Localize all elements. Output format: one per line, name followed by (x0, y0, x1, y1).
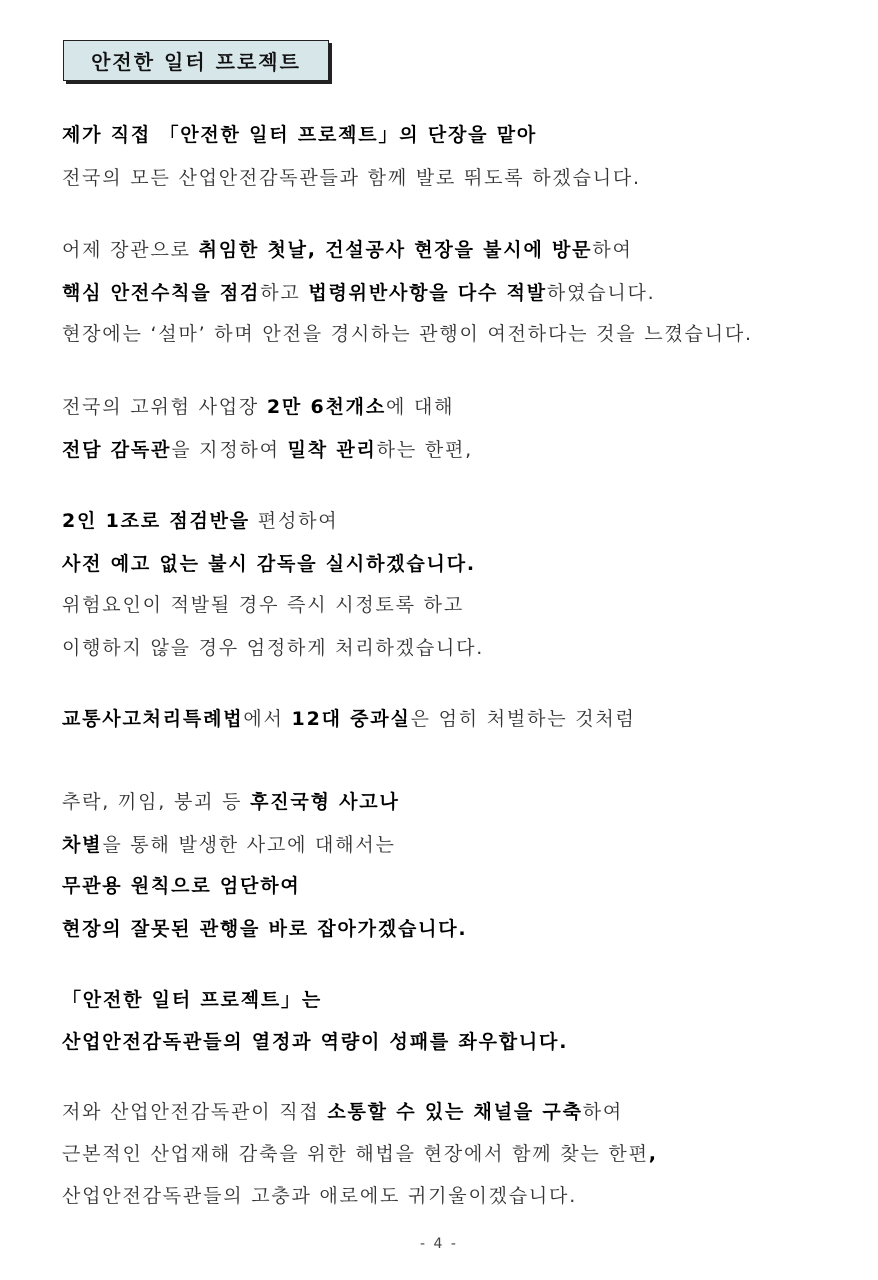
text-line (62, 873, 301, 899)
text-segment: 위험요인이 적발될 경우 즉시 시정토록 하고 (62, 594, 464, 616)
bold-text: , (648, 1143, 658, 1165)
bold-text: 차별 (62, 834, 103, 856)
text-segment: 하였습니다. (546, 282, 656, 304)
text-line (62, 832, 396, 858)
bold-text: 2만 6천개소 (266, 396, 386, 418)
text-line (62, 237, 633, 263)
bold-text: 소통할 수 있는 채널을 구축 (327, 1101, 583, 1123)
text-line (62, 916, 467, 942)
text-segment: 에 대해 (385, 396, 455, 418)
bold-text: 핵심 안전수칙을 점검 (62, 282, 261, 304)
bold-text: 전담 감독관 (62, 439, 172, 461)
bold-text: 밀착 관리 (287, 439, 377, 461)
text-line (62, 508, 338, 534)
text-line (62, 1029, 568, 1055)
text-segment: 에서 (243, 708, 292, 730)
text-line (62, 394, 454, 420)
text-line (62, 321, 753, 347)
bold-text: 「안전한 일터 프로젝트」는 (62, 989, 322, 1011)
text-segment: 현장에는 ‘설마’ 하며 안전을 경시하는 관행이 여전하다는 것을 느꼈습니다. (62, 323, 753, 345)
text-segment: 하여 (592, 239, 633, 261)
bold-text: 법령위반사항을 다수 적발 (308, 282, 547, 304)
text-segment: 하는 한편, (376, 439, 473, 461)
page-number: - 4 - (420, 1236, 458, 1252)
text-segment: 하여 (582, 1101, 624, 1123)
page-title: 안전한 일터 프로젝트 (63, 40, 329, 81)
text-segment: 저와 산업안전감독관이 직접 (62, 1101, 328, 1123)
text-segment: 을 통해 발생한 사고에 대해서는 (102, 834, 396, 856)
text-line (62, 635, 484, 661)
bold-text: 12대 중과실 (291, 708, 411, 730)
text-segment: 전국의 고위험 사업장 (62, 396, 267, 418)
text-segment: 은 엄히 처벌하는 것처럼 (410, 708, 636, 730)
bold-text: 무관용 원칙으로 엄단하여 (62, 875, 301, 897)
text-segment: 을 지정하여 (171, 439, 288, 461)
text-line (62, 706, 636, 732)
bold-text: 2인 1조로 점검반을 (62, 510, 250, 532)
bold-text: 취임한 첫날, 건설공사 현장을 불시에 방문 (198, 239, 593, 261)
bold-text: 사전 예고 없는 불시 감독을 실시하겠습니다. (62, 553, 476, 575)
text-line (62, 1183, 577, 1209)
text-line (62, 592, 464, 618)
text-line (62, 551, 476, 577)
text-line (62, 165, 641, 191)
text-segment: 이행하지 않을 경우 엄정하게 처리하겠습니다. (62, 637, 485, 659)
text-segment: 하고 (260, 282, 309, 304)
text-segment: 편성하여 (249, 510, 339, 532)
text-line (62, 122, 537, 148)
text-line (62, 789, 400, 815)
bold-text: 후진국형 사고나 (250, 791, 400, 813)
text-segment: 추락, 끼임, 붕괴 등 (62, 791, 251, 813)
text-line (62, 1099, 623, 1125)
text-line (62, 437, 473, 463)
bold-text: 현장의 잘못된 관행을 바로 잡아가겠습니다. (62, 918, 468, 940)
text-segment: 전국의 모든 산업안전감독관들과 함께 발로 뛰도록 하겠습니다. (62, 167, 641, 189)
bold-text: 교통사고처리특례법 (62, 708, 244, 730)
bold-text: 산업안전감독관들의 열정과 역량이 성패를 좌우합니다. (62, 1031, 569, 1053)
bold-text: 제가 직접 「안전한 일터 프로젝트」의 단장을 맡아 (62, 124, 538, 146)
text-segment: 산업안전감독관들의 고충과 애로에도 귀기울이겠습니다. (62, 1185, 578, 1207)
text-line (62, 1141, 658, 1167)
text-segment: 어제 장관으로 (62, 239, 199, 261)
text-line (62, 987, 322, 1013)
text-line (62, 280, 656, 306)
text-segment: 근본적인 산업재해 감축을 위한 해법을 현장에서 함께 찾는 한편 (62, 1143, 649, 1165)
